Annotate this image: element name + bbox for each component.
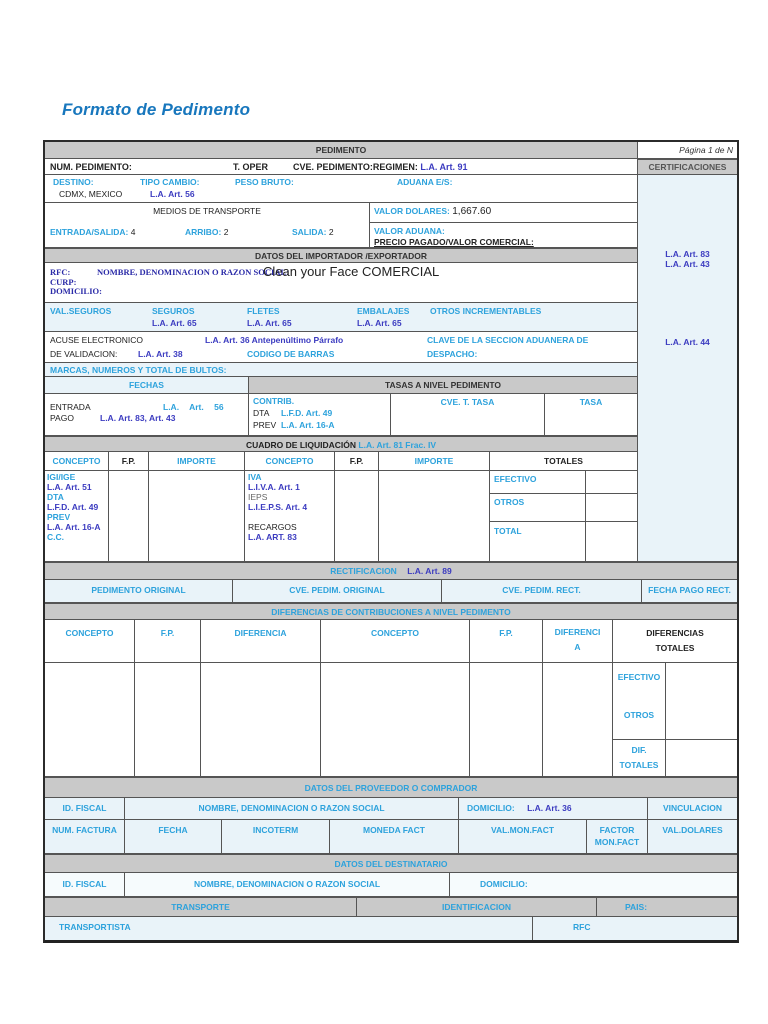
- dif-totales-label: DIF. TOTALES: [619, 745, 659, 770]
- domicilio-label: DOMICILIO:: [50, 286, 102, 296]
- liq-igi-ref: L.A. Art. 51: [47, 482, 92, 492]
- pedimento-band-label: PEDIMENTO: [315, 145, 367, 155]
- liq-total-value: [585, 522, 637, 562]
- cve-pedimento-label: CVE. PEDIMENTO:REGIMEN:: [293, 162, 418, 172]
- destinatario-band-label: DATOS DEL DESTINATARIO: [334, 859, 448, 869]
- diferencias-header: [45, 620, 737, 663]
- despacho-label: DESPACHO:: [427, 349, 478, 359]
- fletes-ref: L.A. Art. 65: [247, 318, 292, 328]
- rectificacion-band-ref: L.A. Art. 89: [407, 566, 452, 576]
- razon-social-value: Clean your Face COMERCIAL: [263, 264, 440, 279]
- liq-total-label: TOTAL: [494, 526, 522, 536]
- fechas-tasas-header: [45, 377, 637, 394]
- transporte-row: [45, 897, 737, 917]
- tasas-header-cell: [249, 377, 637, 393]
- importador-band: [45, 248, 637, 263]
- dif-col-fp-1: F.P.: [160, 628, 175, 638]
- pagina-cell: [637, 142, 737, 159]
- prov-val-dolares-label: VAL.DOLARES: [662, 825, 723, 835]
- cve-t-tasa-cell: [391, 394, 545, 435]
- dif-concepto-cell-1: [45, 663, 135, 776]
- dif-efectivo-label: EFECTIVO: [617, 672, 661, 682]
- cve-pedimento-ref: L.A. Art. 91: [420, 162, 468, 172]
- entrada-label: ENTRADA: [50, 402, 91, 412]
- dest-nombre-label: NOMBRE, DENOMINACION O RAZON SOCIAL: [193, 879, 381, 889]
- prov-domicilio-label: DOMICILIO:: [467, 803, 515, 813]
- dta-label: DTA: [253, 408, 270, 418]
- acuse-electronico-label: ACUSE ELECTRONICO: [50, 335, 144, 345]
- destino-row: [45, 175, 637, 203]
- salida-label: SALIDA:: [292, 227, 327, 237]
- dif-totales-cell: [613, 663, 737, 776]
- prev-label: PREV: [253, 420, 277, 430]
- liq-efectivo-label: EFECTIVO: [494, 474, 537, 484]
- marcas-label: MARCAS, NUMEROS Y TOTAL DE BULTOS:: [50, 365, 227, 375]
- otros-incrementables-label: OTROS INCREMENTABLES: [430, 306, 542, 316]
- proveedor-band: [45, 777, 737, 798]
- fechas-header-cell: [45, 377, 249, 393]
- validacion-ref: L.A. Art. 38: [138, 349, 183, 359]
- dif-otros-label: OTROS: [623, 710, 655, 720]
- liq-dta-ref: L.F.D. Art. 49: [47, 502, 99, 512]
- num-pedimento-label: NUM. PEDIMENTO:: [50, 162, 132, 172]
- contrib-label: CONTRIB.: [253, 396, 295, 406]
- tasa-label: TASA: [579, 397, 603, 407]
- dif-efectivo-otros-value: [665, 663, 737, 739]
- liq-col-fp-1: F.P.: [121, 456, 136, 466]
- pedimento-form: [43, 140, 739, 943]
- fechas-title: FECHAS: [129, 380, 164, 390]
- page-title: Formato de Pedimento: [62, 100, 251, 119]
- dta-ref: L.F.D. Art. 49: [281, 408, 333, 418]
- incrementables-row: [45, 303, 637, 332]
- razon-social-label: NOMBRE, DENOMINACION O RAZON SOCIAL:: [97, 267, 289, 277]
- liq-prev-ref: L.A. Art. 16-A: [47, 522, 101, 532]
- tasa-cell: [545, 394, 637, 435]
- dif-col-concepto-1: CONCEPTO: [65, 628, 114, 638]
- tasas-title: TASAS A NIVEL PEDIMENTO: [384, 380, 502, 390]
- liq-concepto-col-1: [45, 471, 109, 561]
- certificaciones-label: CERTIFICACIONES: [648, 162, 727, 172]
- liq-totales-col: [490, 471, 637, 561]
- fecha-pago-rect-label: FECHA PAGO RECT.: [648, 585, 731, 595]
- valor-dolares-value: 1,667.60: [452, 206, 492, 217]
- cuadro-band-ref: L.A. Art. 81 Frac. IV: [358, 440, 437, 450]
- transportista-row: [45, 917, 737, 940]
- medios-transporte-row: [45, 203, 637, 248]
- dif-totales-value: [665, 740, 737, 777]
- cve-t-tasa-label: CVE. T. TASA: [440, 397, 495, 407]
- embalajes-label: EMBALAJES: [357, 306, 410, 316]
- liq-otros-value: [585, 494, 637, 521]
- liq-dta-label: DTA: [47, 492, 64, 502]
- de-validacion-label: DE VALIDACION:: [50, 349, 118, 359]
- factor-mon-fact-label: FACTOR MON.FACT: [594, 825, 640, 847]
- certificaciones-column: [637, 175, 737, 562]
- importador-band-label: DATOS DEL IMPORTADOR /EXPORTADOR: [254, 251, 428, 261]
- destinatario-band: [45, 854, 737, 873]
- seguros-label: SEGUROS: [152, 306, 195, 316]
- prov-nombre-label: NOMBRE, DENOMINACION O RAZON SOCIAL: [198, 803, 385, 813]
- val-mon-fact-label: VAL.MON.FACT: [490, 825, 555, 835]
- liq-otros-label: OTROS: [494, 497, 525, 507]
- liq-prev-label: PREV: [47, 512, 71, 522]
- cuadro-band-label: CUADRO DE LIQUIDACIÓN: [245, 440, 357, 450]
- cve-pedim-rect-label: CVE. PEDIM. RECT.: [502, 585, 581, 595]
- liq-col-importe-1: IMPORTE: [177, 456, 216, 466]
- liq-col-concepto-1: CONCEPTO: [52, 456, 101, 466]
- tipo-cambio-label: TIPO CAMBIO:: [140, 177, 200, 187]
- page-number: Página 1 de N: [679, 145, 733, 155]
- fecha-label: FECHA: [158, 825, 188, 835]
- entrada-salida-value: 4: [130, 227, 136, 237]
- arribo-value: 2: [223, 227, 229, 237]
- liq-igi-label: IGI/IGE: [47, 472, 76, 482]
- acuse-row: [45, 332, 637, 363]
- liq-col-fp-2: F.P.: [349, 456, 364, 466]
- liq-ieps-label: IEPS: [248, 492, 268, 502]
- fechas-cell: [45, 394, 249, 435]
- liq-importe-col-1: [149, 471, 245, 561]
- rfc-transportista-label: RFC: [573, 922, 591, 932]
- liq-col-concepto-2: CONCEPTO: [265, 456, 314, 466]
- valores-cell: [370, 203, 637, 247]
- proveedor-row-2: [45, 820, 737, 854]
- prev-ref: L.A. Art. 16-A: [281, 420, 335, 430]
- identificacion-label: IDENTIFICACION: [442, 902, 511, 912]
- medios-transporte-title: MEDIOS DE TRANSPORTE: [153, 206, 261, 216]
- diferencias-band: [45, 603, 737, 620]
- valor-aduana-label: VALOR ADUANA:: [374, 226, 445, 236]
- entrada-salida-label: ENTRADA/SALIDA:: [50, 227, 129, 237]
- dif-fp-cell-1: [135, 663, 201, 776]
- dif-diferencia-cell-2: [543, 663, 613, 776]
- destino-value: CDMX, MEXICO: [59, 189, 123, 199]
- rectificacion-band-label: RECTIFICACION: [330, 566, 397, 576]
- liquidacion-body: [45, 471, 637, 562]
- prov-vinculacion-label: VINCULACION: [662, 803, 723, 813]
- dif-col-diferencia-2: DIFERENCIA: [554, 627, 601, 652]
- dif-diferencia-cell-1: [201, 663, 321, 776]
- moneda-fact-label: MONEDA FACT: [362, 825, 425, 835]
- transporte-label: TRANSPORTE: [171, 902, 230, 912]
- liq-cc-label: C.C.: [47, 532, 64, 542]
- cuadro-band: [45, 436, 637, 452]
- valor-dolares-label: VALOR DOLARES:: [374, 206, 450, 216]
- num-factura-label: NUM. FACTURA: [52, 825, 117, 835]
- medios-left-cell: [45, 203, 370, 247]
- liq-concepto-col-2: [245, 471, 335, 561]
- transportista-label: TRANSPORTISTA: [59, 922, 131, 932]
- liq-col-importe-2: IMPORTE: [414, 456, 454, 466]
- pais-label: PAIS:: [625, 902, 648, 912]
- rfc-row: [45, 263, 637, 303]
- arribo-label: ARRIBO:: [185, 227, 222, 237]
- liq-fp-col-1: [109, 471, 149, 561]
- acuse-ref: L.A. Art. 36 Antepenúltimo Párrafo: [205, 335, 344, 345]
- diferencias-band-label: DIFERENCIAS DE CONTRIBUCIONES A NIVEL PEDIMENTO: [271, 607, 511, 617]
- dif-col-fp-2: F.P.: [499, 628, 513, 638]
- cert-ref-43: L.A. Art. 43: [665, 259, 710, 269]
- liq-importe-col-2: [379, 471, 490, 561]
- liq-recargos-ref: L.A. ART. 83: [248, 532, 297, 542]
- precio-pagado-label: PRECIO PAGADO/VALOR COMERCIAL:: [374, 237, 534, 247]
- pago-ref: L.A. Art. 83, Art. 43: [100, 413, 176, 423]
- contrib-cell: [249, 394, 391, 435]
- peso-bruto-label: PESO BRUTO:: [235, 177, 294, 187]
- pedimento-band: [45, 142, 637, 159]
- num-pedimento-row: [45, 159, 637, 175]
- liq-col-totales: TOTALES: [544, 456, 583, 466]
- seguros-ref: L.A. Art. 65: [152, 318, 197, 328]
- liq-ieps-ref: L.I.E.P.S. Art. 4: [248, 502, 308, 512]
- incoterm-label: INCOTERM: [252, 825, 299, 835]
- cve-pedim-original-label: CVE. PEDIM. ORIGINAL: [289, 585, 385, 595]
- fechas-content-row: [45, 394, 637, 436]
- tipo-cambio-ref: L.A. Art. 56: [150, 189, 195, 199]
- dif-concepto-cell-2: [321, 663, 470, 776]
- dest-id-fiscal-label: ID. FISCAL: [62, 879, 107, 889]
- liq-efectivo-value: [585, 471, 637, 493]
- curp-label: CURP:: [50, 277, 77, 287]
- cert-ref-44: L.A. Art. 44: [665, 337, 710, 347]
- pedimento-original-label: PEDIMENTO ORIGINAL: [91, 585, 186, 595]
- destinatario-row-1: [45, 873, 737, 897]
- codigo-barras-label: CODIGO DE BARRAS: [247, 349, 335, 359]
- embalajes-ref: L.A. Art. 65: [357, 318, 402, 328]
- entrada-ref: L.A. Art. 56: [163, 402, 224, 412]
- dif-col-diferencia-1: DIFERENCIA: [234, 628, 287, 638]
- diferencias-body: [45, 663, 737, 777]
- aduana-es-label: ADUANA E/S:: [397, 177, 453, 187]
- liq-fp-col-2: [335, 471, 379, 561]
- certificaciones-header: [637, 159, 737, 175]
- prov-id-fiscal-label: ID. FISCAL: [62, 803, 107, 813]
- rfc-label: RFC:: [50, 267, 71, 277]
- liq-iva-ref: L.I.V.A. Art. 1: [248, 482, 300, 492]
- proveedor-band-label: DATOS DEL PROVEEDOR O COMPRADOR: [304, 783, 478, 793]
- liq-iva-label: IVA: [248, 472, 262, 482]
- cert-ref-83: L.A. Art. 83: [665, 249, 710, 259]
- rectificacion-band: [45, 562, 737, 580]
- dif-col-concepto-2: CONCEPTO: [370, 628, 420, 638]
- proveedor-row-1: [45, 798, 737, 820]
- pago-label: PAGO: [50, 413, 74, 423]
- clave-seccion-label: CLAVE DE LA SECCION ADUANERA DE: [427, 335, 589, 345]
- dif-col-totales: DIFERENCIAS TOTALES: [646, 628, 704, 653]
- liquidacion-header: [45, 452, 637, 471]
- dif-fp-cell-2: [470, 663, 543, 776]
- dest-domicilio-label: DOMICILIO:: [480, 879, 528, 889]
- destino-label: DESTINO:: [53, 177, 94, 187]
- prov-domicilio-ref: L.A. Art. 36: [527, 803, 572, 813]
- rectificacion-row: [45, 580, 737, 603]
- marcas-row: [45, 363, 637, 377]
- t-oper-label: T. OPER: [233, 162, 269, 172]
- salida-value: 2: [328, 227, 334, 237]
- val-seguros-label: VAL.SEGUROS: [50, 306, 112, 316]
- fletes-label: FLETES: [247, 306, 280, 316]
- liq-recargos-label: RECARGOS: [248, 522, 297, 532]
